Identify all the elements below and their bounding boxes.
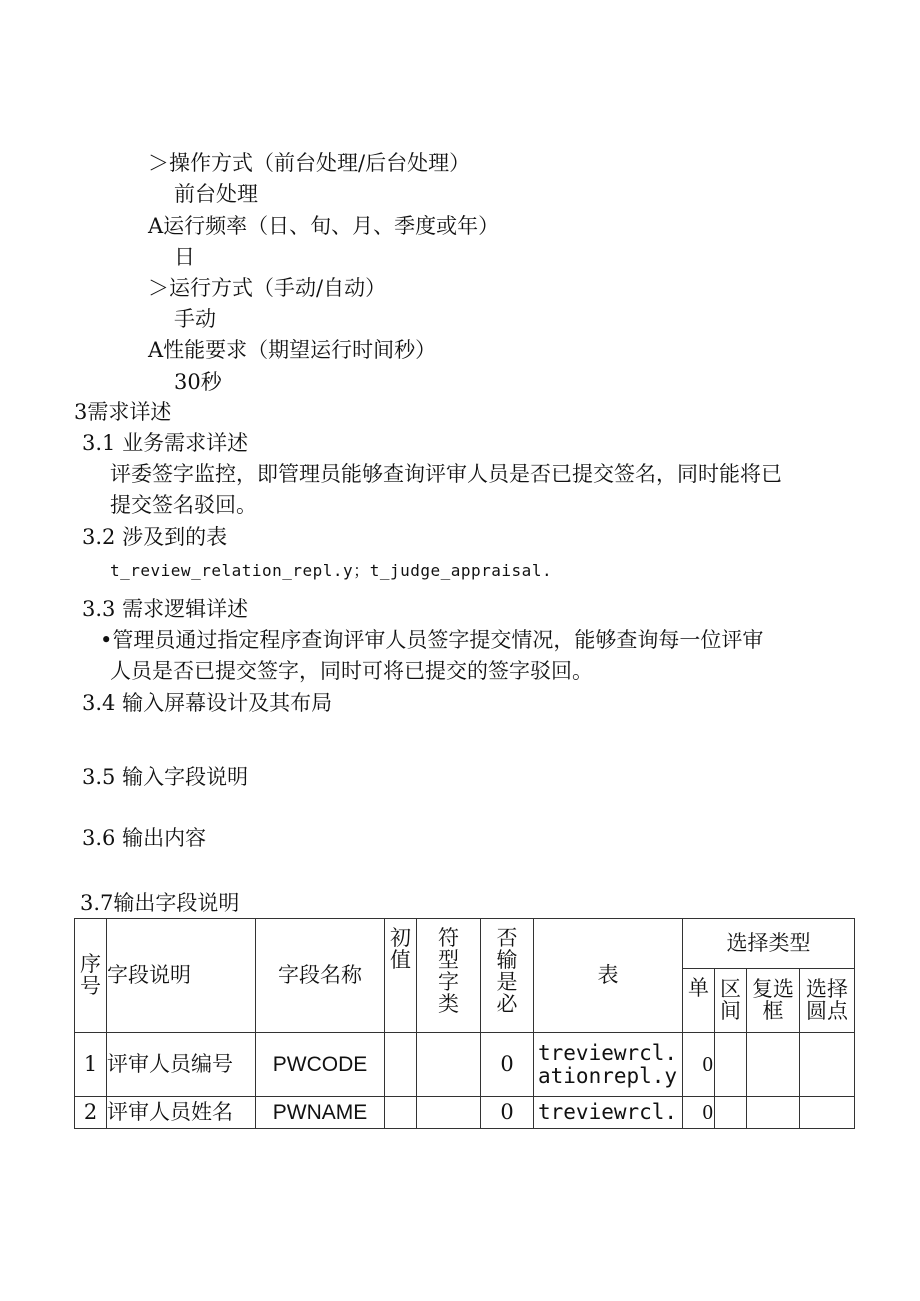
attr-value-operation-mode: 前台处理 bbox=[174, 182, 258, 206]
cell-init bbox=[385, 1033, 417, 1097]
section-3-3-text-line2: 人员是否已提交签字，同时可将已提交的签字驳回。 bbox=[110, 659, 593, 683]
section-3-1-text-line2: 提交签名驳回。 bbox=[110, 493, 257, 517]
section-3-3-title: 3.3 需求逻辑详述 bbox=[82, 597, 249, 621]
cell-table: treviewrcl. bbox=[534, 1097, 683, 1129]
section-3-2-table-list: t_review_relation_repl.y；t_judge_appraisal. bbox=[110, 561, 553, 580]
header-select-type: 选择类型 bbox=[683, 919, 855, 969]
cell-range bbox=[715, 1033, 747, 1097]
section-3-1-text-line1: 评委签字监控，即管理员能够查询评审人员是否已提交签名，同时能将已 bbox=[110, 462, 782, 486]
header-single: 单 bbox=[683, 969, 715, 1033]
cell-desc: 评审人员编号 bbox=[107, 1033, 256, 1097]
table-header-row bbox=[75, 919, 855, 969]
header-radio: 选择圆点 bbox=[800, 969, 855, 1033]
cell-checkbox bbox=[747, 1097, 800, 1129]
cell-checkbox bbox=[747, 1033, 800, 1097]
header-range: 区间 bbox=[715, 969, 747, 1033]
cell-range bbox=[715, 1097, 747, 1129]
table-row bbox=[75, 1033, 855, 1097]
section-3-7-title: 3.7输出字段说明 bbox=[80, 891, 240, 915]
attr-value-performance: 30秒 bbox=[174, 370, 222, 394]
cell-required: 0 bbox=[481, 1097, 534, 1129]
cell-single: 0 bbox=[683, 1033, 715, 1097]
attr-label-run-mode: ＞运行方式（手动/自动） bbox=[148, 276, 387, 300]
header-checkbox: 复选框 bbox=[747, 969, 800, 1033]
header-type: 符型字类 bbox=[417, 919, 481, 1033]
section-3-5-title: 3.5 输入字段说明 bbox=[82, 765, 249, 789]
cell-desc: 评审人员姓名 bbox=[107, 1097, 256, 1129]
table-row bbox=[75, 1097, 855, 1129]
cell-radio bbox=[800, 1097, 855, 1129]
attr-label-performance: A性能要求（期望运行时间秒） bbox=[148, 338, 437, 362]
header-required: 否输是必 bbox=[481, 919, 534, 1033]
header-desc: 字段说明 bbox=[107, 919, 256, 1033]
cell-name: PWNAME bbox=[256, 1097, 385, 1129]
cell-required: 0 bbox=[481, 1033, 534, 1097]
output-fields-table bbox=[74, 918, 855, 1129]
cell-single: 0 bbox=[683, 1097, 715, 1129]
cell-type bbox=[417, 1033, 481, 1097]
section-3-title: 3需求详述 bbox=[74, 400, 172, 424]
header-init: 初值 bbox=[385, 919, 417, 1033]
attr-label-operation-mode: ＞操作方式（前台处理/后台处理） bbox=[148, 151, 471, 175]
cell-table: treviewrcl.ationrepl.y bbox=[534, 1033, 683, 1097]
cell-type bbox=[417, 1097, 481, 1129]
cell-name: PWCODE bbox=[256, 1033, 385, 1097]
section-3-6-title: 3.6 输出内容 bbox=[82, 826, 207, 850]
attr-value-run-frequency: 日 bbox=[174, 245, 195, 269]
attr-label-run-frequency: A运行频率（日、旬、月、季度或年） bbox=[148, 214, 500, 238]
cell-radio bbox=[800, 1033, 855, 1097]
section-3-4-title: 3.4 输入屏幕设计及其布局 bbox=[82, 691, 333, 715]
attr-value-run-mode: 手动 bbox=[174, 307, 216, 331]
header-name: 字段名称 bbox=[256, 919, 385, 1033]
header-table: 表 bbox=[534, 919, 683, 1033]
header-seq: 序号 bbox=[75, 919, 107, 1033]
cell-seq: 2 bbox=[75, 1097, 107, 1129]
section-3-2-title: 3.2 涉及到的表 bbox=[82, 525, 228, 549]
cell-init bbox=[385, 1097, 417, 1129]
cell-seq: 1 bbox=[75, 1033, 107, 1097]
section-3-1-title: 3.1 业务需求详述 bbox=[82, 431, 249, 455]
section-3-3-text-line1: •管理员通过指定程序查询评审人员签字提交情况，能够查询每一位评审 bbox=[100, 628, 764, 652]
